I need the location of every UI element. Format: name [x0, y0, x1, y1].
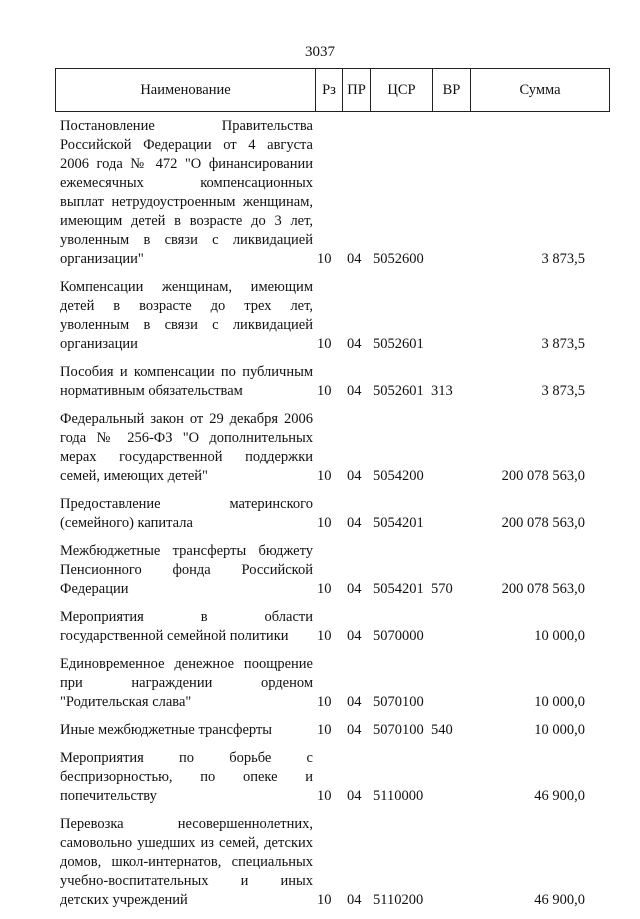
row-rz: 10 [317, 892, 332, 908]
row-pr: 04 [347, 788, 362, 804]
row-name-line: Компенсации женщинам, имеющим [60, 279, 313, 295]
row-name-line: Российской Федерации от 4 августа [60, 137, 313, 153]
row-rz: 10 [317, 694, 332, 710]
row-rz: 10 [317, 628, 332, 644]
row-sum: 10 000,0 [534, 694, 585, 710]
row-rz: 10 [317, 788, 332, 804]
row-csr: 5052601 [373, 383, 424, 399]
row-name [60, 495, 313, 533]
row-sum: 200 078 563,0 [501, 468, 585, 484]
row-name [60, 608, 313, 646]
row-name [60, 749, 313, 806]
row-name [60, 410, 313, 486]
row-name-line: организации [60, 336, 138, 352]
row-name-line: Иные межбюджетные трансферты [60, 722, 273, 738]
row-sum: 3 873,5 [541, 383, 585, 399]
row-pr: 04 [347, 383, 362, 399]
table-row [60, 278, 600, 354]
row-rz: 10 [317, 336, 332, 352]
row-name [60, 542, 313, 599]
table-row [60, 363, 600, 401]
row-rz: 10 [317, 722, 332, 738]
row-sum: 46 900,0 [534, 788, 585, 804]
row-name-line: Пособия и компенсации по публичным [60, 364, 313, 380]
row-name [60, 721, 313, 740]
row-name-line: ежемесячных компенсационных [60, 175, 313, 191]
table-header [55, 68, 610, 112]
table-row [60, 410, 600, 486]
table-row [60, 495, 600, 533]
header-pr: ПР [343, 69, 371, 111]
row-csr: 5052600 [373, 251, 424, 267]
table-body [60, 117, 600, 919]
row-csr: 5070000 [373, 628, 424, 644]
row-name-line: выплат нетрудоустроенным женщинам, [60, 194, 313, 210]
row-name-line: Мероприятия в области [60, 609, 313, 625]
row-sum: 3 873,5 [541, 336, 585, 352]
row-name-line: семей, имеющих детей" [60, 468, 208, 484]
row-sum: 200 078 563,0 [501, 515, 585, 531]
row-name-line: "Родительская слава" [60, 694, 192, 710]
header-vr: ВР [433, 69, 471, 111]
row-name [60, 815, 313, 910]
row-name-line: учебно-воспитательных и иных [60, 873, 313, 889]
row-name-line: нормативным обязательствам [60, 383, 243, 399]
row-pr: 04 [347, 468, 362, 484]
row-name-line: имеющим детей в возрасте до 3 лет, [60, 213, 313, 229]
row-pr: 04 [347, 515, 362, 531]
row-csr: 5110200 [373, 892, 424, 908]
row-sum: 3 873,5 [541, 251, 585, 267]
row-name-line: детских учреждений [60, 892, 188, 908]
row-name-line: попечительству [60, 788, 157, 804]
row-pr: 04 [347, 581, 362, 597]
row-rz: 10 [317, 468, 332, 484]
table-row [60, 542, 600, 599]
row-csr: 5070100 [373, 722, 424, 738]
row-name-line: Постановление Правительства [60, 118, 313, 134]
row-name-line: Федерации [60, 581, 129, 597]
row-pr: 04 [347, 251, 362, 267]
row-rz: 10 [317, 251, 332, 267]
row-name-line: Мероприятия по борьбе с [60, 750, 313, 766]
row-name-line: уволенным в связи с ликвидацией [60, 232, 313, 248]
row-vr: 570 [431, 581, 453, 597]
row-name [60, 278, 313, 354]
row-name-line: Перевозка несовершеннолетних, [60, 816, 313, 832]
table-row [60, 117, 600, 269]
row-name-line: организации" [60, 251, 144, 267]
row-csr: 5070100 [373, 694, 424, 710]
row-name-line: года № 256-ФЗ "О дополнительных [60, 430, 313, 446]
row-name-line: Пенсионного фонда Российской [60, 562, 313, 578]
header-csr: ЦСР [371, 69, 433, 111]
row-csr: 5054201 [373, 581, 424, 597]
row-rz: 10 [317, 515, 332, 531]
row-pr: 04 [347, 336, 362, 352]
header-sum: Сумма [519, 81, 561, 98]
row-name-line: Предоставление материнского [60, 496, 313, 512]
row-name [60, 655, 313, 712]
page-number: 3037 [305, 44, 335, 60]
row-pr: 04 [347, 892, 362, 908]
row-name-line: Межбюджетные трансферты бюджету [60, 543, 313, 559]
row-pr: 04 [347, 694, 362, 710]
table-row [60, 815, 600, 910]
row-name-line: мерах государственной поддержки [60, 449, 313, 465]
row-rz: 10 [317, 581, 332, 597]
row-name-line: 2006 года № 472 "О финансировании [60, 156, 313, 172]
row-csr: 5110000 [373, 788, 424, 804]
row-name-line: (семейного) капитала [60, 515, 193, 531]
row-csr: 5054200 [373, 468, 424, 484]
row-csr: 5054201 [373, 515, 424, 531]
row-name-line: Единовременное денежное поощрение [60, 656, 313, 672]
row-name-line: домов, школ-интернатов, специальных [60, 854, 313, 870]
row-pr: 04 [347, 722, 362, 738]
table-row [60, 608, 600, 646]
row-vr: 313 [431, 383, 453, 399]
row-pr: 04 [347, 628, 362, 644]
row-sum: 10 000,0 [534, 722, 585, 738]
row-sum: 200 078 563,0 [501, 581, 585, 597]
row-name [60, 117, 313, 269]
row-name-line: беспризорностью, по опеке и [60, 769, 313, 785]
header-rz: Рз [316, 69, 343, 111]
header-name: Наименование [56, 69, 316, 111]
table-row [60, 721, 600, 740]
row-vr: 540 [431, 722, 453, 738]
row-name-line: самовольно ушедших из семей, детских [60, 835, 313, 851]
table-row [60, 749, 600, 806]
row-name-line: уволенным в связи с ликвидацией [60, 317, 313, 333]
table-row [60, 655, 600, 712]
row-name-line: при награждении орденом [60, 675, 313, 691]
row-csr: 5052601 [373, 336, 424, 352]
row-name-line: детей в возрасте до трех лет, [60, 298, 313, 314]
row-name [60, 363, 313, 401]
row-name-line: государственной семейной политики [60, 628, 289, 644]
row-sum: 10 000,0 [534, 628, 585, 644]
row-rz: 10 [317, 383, 332, 399]
row-sum: 46 900,0 [534, 892, 585, 908]
row-name-line: Федеральный закон от 29 декабря 2006 [60, 411, 313, 427]
